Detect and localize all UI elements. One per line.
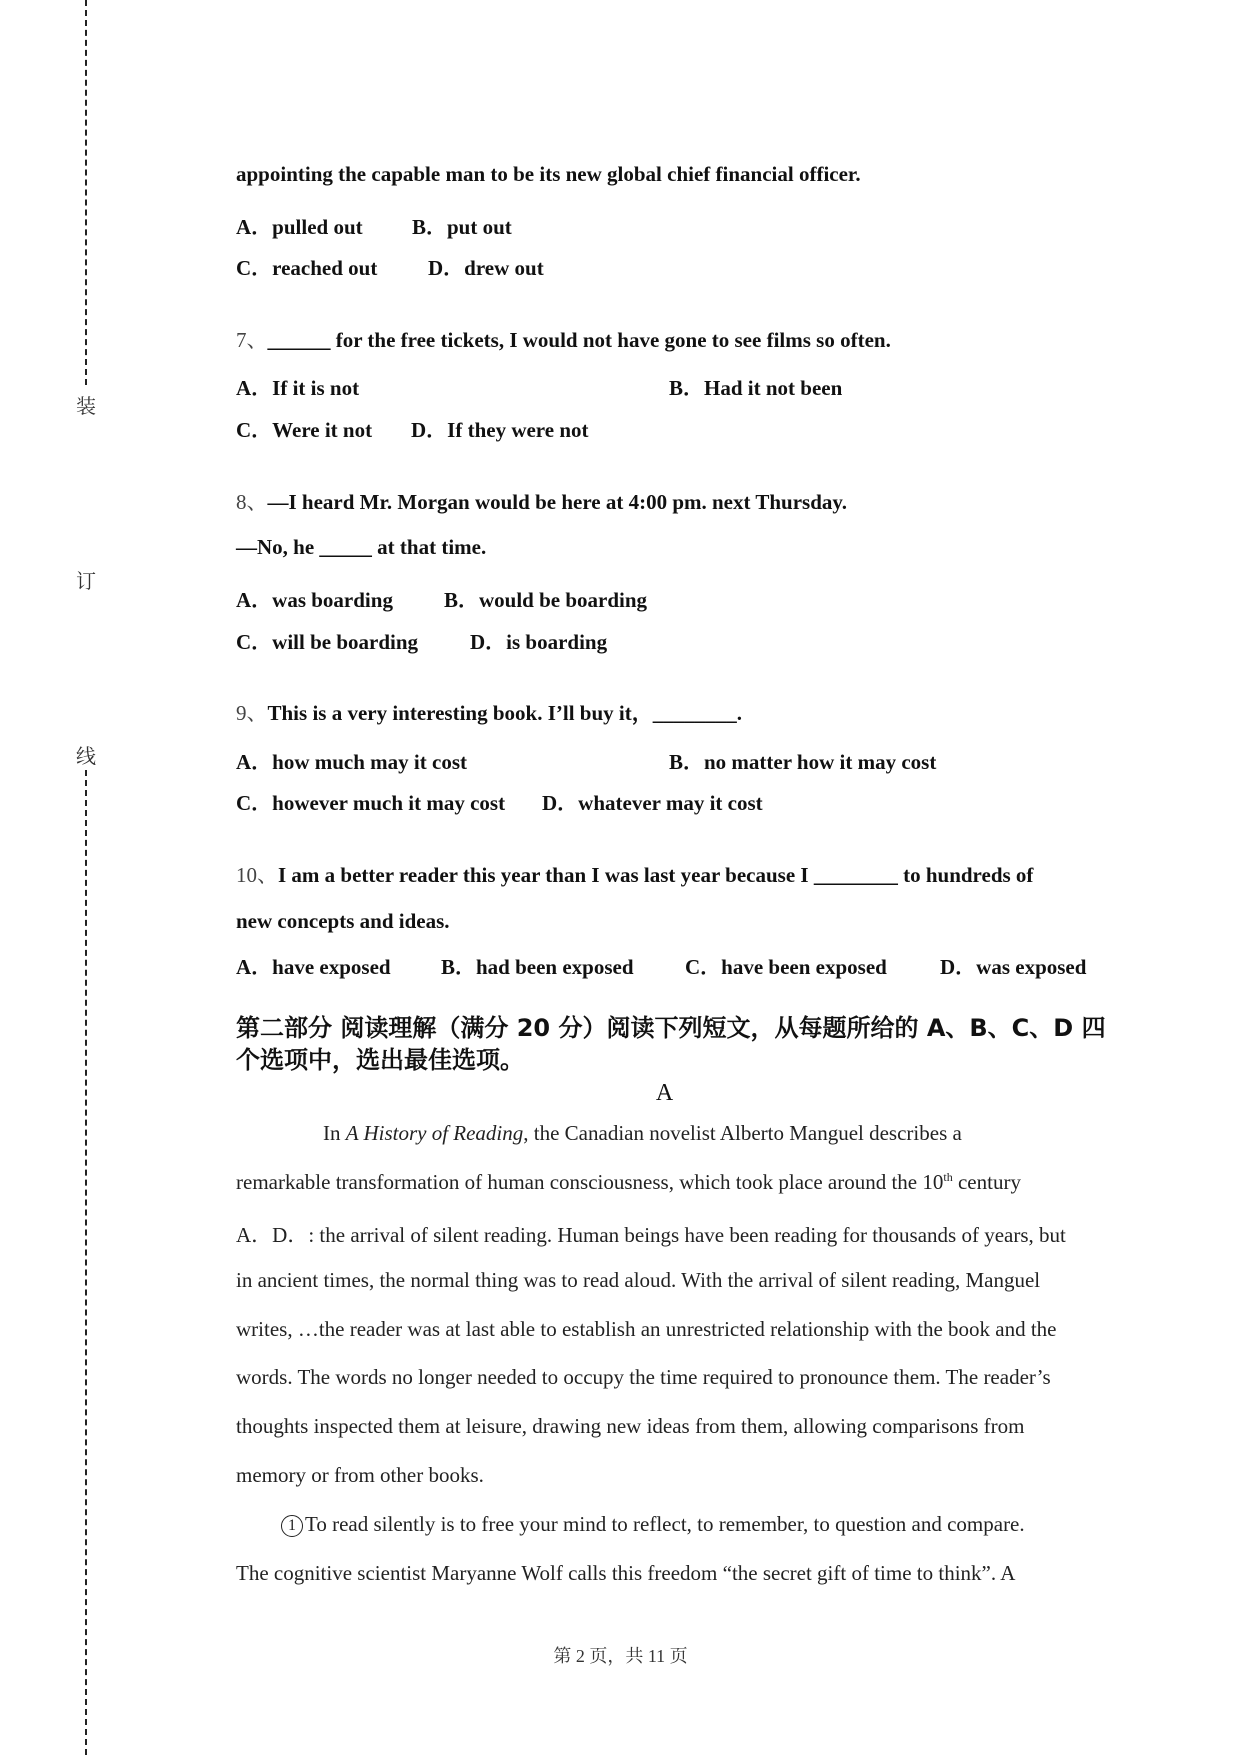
q8-question	[236, 486, 847, 516]
passage-l2-pre: remarkable transformation of human consciousness, which took place around the 10	[236, 1170, 944, 1194]
q9-question	[236, 697, 742, 727]
q9-option-a: A．how much may it cost	[236, 750, 467, 774]
passage-p2-line-1	[281, 1512, 1025, 1537]
passage-book-title: A History of Reading	[345, 1121, 524, 1145]
q10-stem: I am a better reader this year than I was last year because I ________ to hundreds of	[278, 863, 1034, 887]
circled-number-marker: 1	[281, 1515, 303, 1537]
passage-line-6: words. The words no longer needed to occupy the time required to pronounce them. The reader’s	[236, 1365, 1051, 1389]
q10-option-d: D．was exposed	[940, 955, 1087, 979]
q8-option-b: B．would be boarding	[444, 588, 648, 612]
q7-option-c: C．Were it not	[236, 418, 373, 442]
q10-number: 10、	[236, 863, 278, 887]
page-footer: 第 2 页，共 11 页	[553, 1646, 688, 1666]
q8-option-c: C．will be boarding	[236, 630, 419, 654]
section2-title-line2: 个选项中，选出最佳选项。	[236, 1046, 524, 1074]
passage-p2-line-2: The cognitive scientist Maryanne Wolf calls this freedom “the secret gift of time to think”. A	[236, 1561, 1016, 1585]
q8-stem-reply: —No, he _____ at that time.	[236, 535, 487, 559]
passage-l2-post: century	[952, 1170, 1021, 1194]
binding-char-xian: 线	[74, 740, 98, 769]
passage-label: A	[655, 1080, 674, 1106]
q6-stem: appointing the capable man to be its new global chief financial officer.	[236, 162, 861, 186]
binding-char-ding: 订	[74, 565, 98, 594]
passage-line-4: in ancient times, the normal thing was to read aloud. With the arrival of silent reading, Manguel	[236, 1268, 1041, 1292]
section2-title-line1: 第二部分 阅读理解（满分 20 分）阅读下列短文，从每题所给的 A、B、C、D 四	[236, 1014, 1106, 1042]
binding-dashed-line	[85, 0, 87, 385]
q8-stem: —I heard Mr. Morgan would be here at 4:00 pm. next Thursday.	[267, 490, 847, 514]
q10-option-b: B．had been exposed	[441, 955, 634, 979]
q10-stem-cont: new concepts and ideas.	[236, 909, 450, 933]
passage-line-2	[236, 1170, 1021, 1195]
passage-line-5: writes, …the reader was at last able to establish an unrestricted relationship with the book and the	[236, 1317, 1057, 1341]
q9-option-c: C．however much it may cost	[236, 791, 506, 815]
q6-option-a: A．pulled out	[236, 215, 363, 239]
q8-number: 8、	[236, 490, 268, 514]
passage-p2-l1-text: To read silently is to free your mind to reflect, to remember, to question and compare.	[305, 1512, 1025, 1536]
q8-option-a: A．was boarding	[236, 588, 393, 612]
passage-line-1	[323, 1121, 962, 1146]
passage-l2-sup: th	[943, 1170, 953, 1184]
q6-option-b: B．put out	[412, 215, 512, 239]
q9-stem: This is a very interesting book. I’ll buy it，________.	[267, 701, 742, 725]
q9-number: 9、	[236, 701, 268, 725]
q7-option-b: B．Had it not been	[669, 376, 843, 400]
q9-option-b: B．no matter how it may cost	[669, 750, 937, 774]
q10-option-c: C．have been exposed	[685, 955, 887, 979]
passage-line-3: A．D．: the arrival of silent reading. Human beings have been reading for thousands of years, but	[236, 1223, 1066, 1247]
passage-l1-post: , the Canadian novelist Alberto Manguel describes a	[523, 1121, 962, 1145]
q9-option-d: D．whatever may it cost	[542, 791, 763, 815]
binding-char-zhuang: 装	[74, 390, 98, 419]
q7-option-d: D．If they were not	[411, 418, 589, 442]
q7-stem: ______ for the free tickets, I would not have gone to see films so often.	[267, 328, 891, 352]
passage-line-8: memory or from other books.	[236, 1463, 484, 1487]
binding-dashed-line-lower	[85, 770, 87, 1755]
q10-option-a: A．have exposed	[236, 955, 391, 979]
q7-option-a: A．If it is not	[236, 376, 360, 400]
q7-number: 7、	[236, 328, 268, 352]
q7-question	[236, 324, 891, 354]
passage-l1-pre: In	[323, 1121, 346, 1145]
q10-question	[236, 859, 1033, 889]
q6-option-c: C．reached out	[236, 256, 378, 280]
q6-option-d: D．drew out	[428, 256, 544, 280]
section2-title	[236, 1012, 1106, 1076]
passage-line-7: thoughts inspected them at leisure, drawing new ideas from them, allowing comparisons from	[236, 1414, 1025, 1438]
q8-option-d: D．is boarding	[470, 630, 608, 654]
